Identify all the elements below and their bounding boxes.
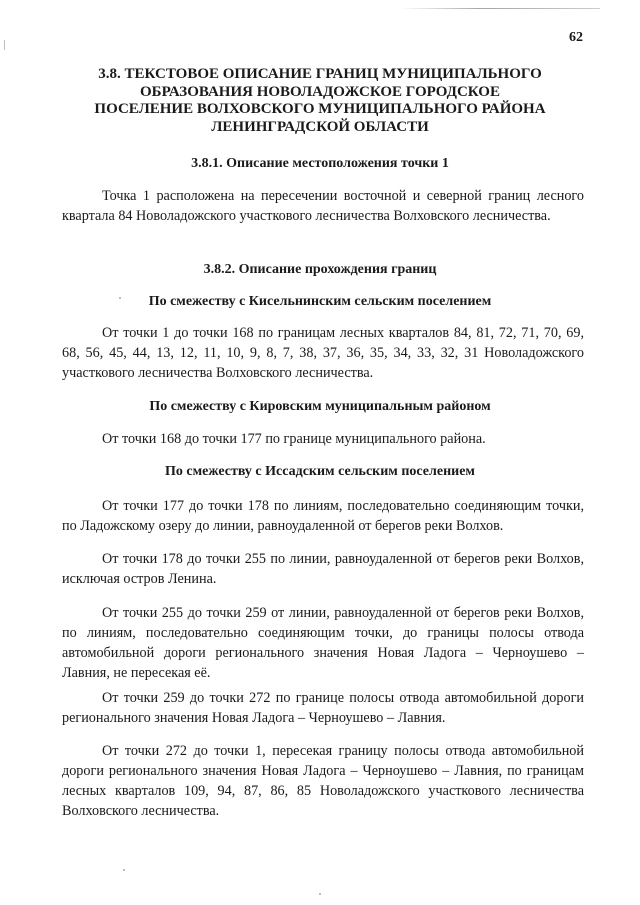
page-number: 62 bbox=[569, 30, 583, 45]
paragraph-issadskoe-5: От точки 272 до точки 1, пересекая границу полосы отвода автомобильной дороги регионального значения Новая Ладога – Черноушево – Лавния, по границам лесных кварталов 109, 94, 87, 86, 85 Новоладожского участкового лесничества Волховского лесничества. bbox=[62, 743, 584, 819]
scan-speck bbox=[123, 869, 125, 871]
subheading-kirovsky: По смежеству с Кировским муниципальным районом bbox=[149, 399, 491, 414]
scan-speck bbox=[119, 297, 121, 299]
section-heading-boundaries: 3.8.2. Описание прохождения границ bbox=[203, 262, 437, 277]
document-title: 3.8. ТЕКСТОВОЕ ОПИСАНИЕ ГРАНИЦ МУНИЦИПАЛЬНОГО ОБРАЗОВАНИЯ НОВОЛАДОЖСКОЕ ГОРОДСКОЕ ПОСЕЛЕНИЕ ВОЛХОВСКОГО МУНИЦИПАЛЬНОГО РАЙОНА ЛЕНИНГРАДСКОЙ ОБЛАСТИ bbox=[94, 66, 546, 135]
paragraph-point-1-location: Точка 1 расположена на пересечении восточной и северной границ лесного квартала 84 Новоладожского участкового лесничества Волховского лесничества. bbox=[62, 188, 584, 224]
subheading-kiselninskoe: По смежеству с Кисельнинским сельским поселением bbox=[148, 294, 492, 309]
subheading-issadskoe: По смежеству с Иссадским сельским поселением bbox=[165, 464, 475, 479]
scan-speck bbox=[319, 893, 321, 895]
section-heading-point-1: 3.8.1. Описание местоположения точки 1 bbox=[191, 156, 449, 171]
paragraph-issadskoe-3: От точки 255 до точки 259 от линии, равноудаленной от берегов реки Волхов, по линиям, последовательно соединяющим точки, до границы полосы отвода автомобильной дороги регионального значения Новая Ладога – Черноушево – Лавния, не пересекая её. bbox=[62, 605, 584, 681]
scan-artifact-mark bbox=[4, 40, 5, 50]
paragraph-kiselninskoe: От точки 1 до точки 168 по границам лесных кварталов 84, 81, 72, 71, 70, 69, 68, 56, 45, 44, 13, 12, 11, 10, 9, 8, 7, 38, 37, 36, 35, 34, 33, 32, 31 Новоладожского участкового лесничества Волховского лесничества. bbox=[62, 325, 584, 381]
paragraph-kirovsky: От точки 168 до точки 177 по границе муниципального района. bbox=[102, 431, 486, 447]
paragraph-issadskoe-1: От точки 177 до точки 178 по линиям, последовательно соединяющим точки, по Ладожскому озеру до линии, равноудаленной от берегов реки Волхов. bbox=[62, 498, 584, 534]
paragraph-issadskoe-4: От точки 259 до точки 272 по границе полосы отвода автомобильной дороги регионального значения Новая Ладога – Черноушево – Лавния. bbox=[62, 690, 584, 726]
paragraph-issadskoe-2: От точки 178 до точки 255 по линии, равноудаленной от берегов реки Волхов, исключая остров Ленина. bbox=[62, 551, 584, 587]
scan-artifact-line bbox=[400, 8, 600, 9]
